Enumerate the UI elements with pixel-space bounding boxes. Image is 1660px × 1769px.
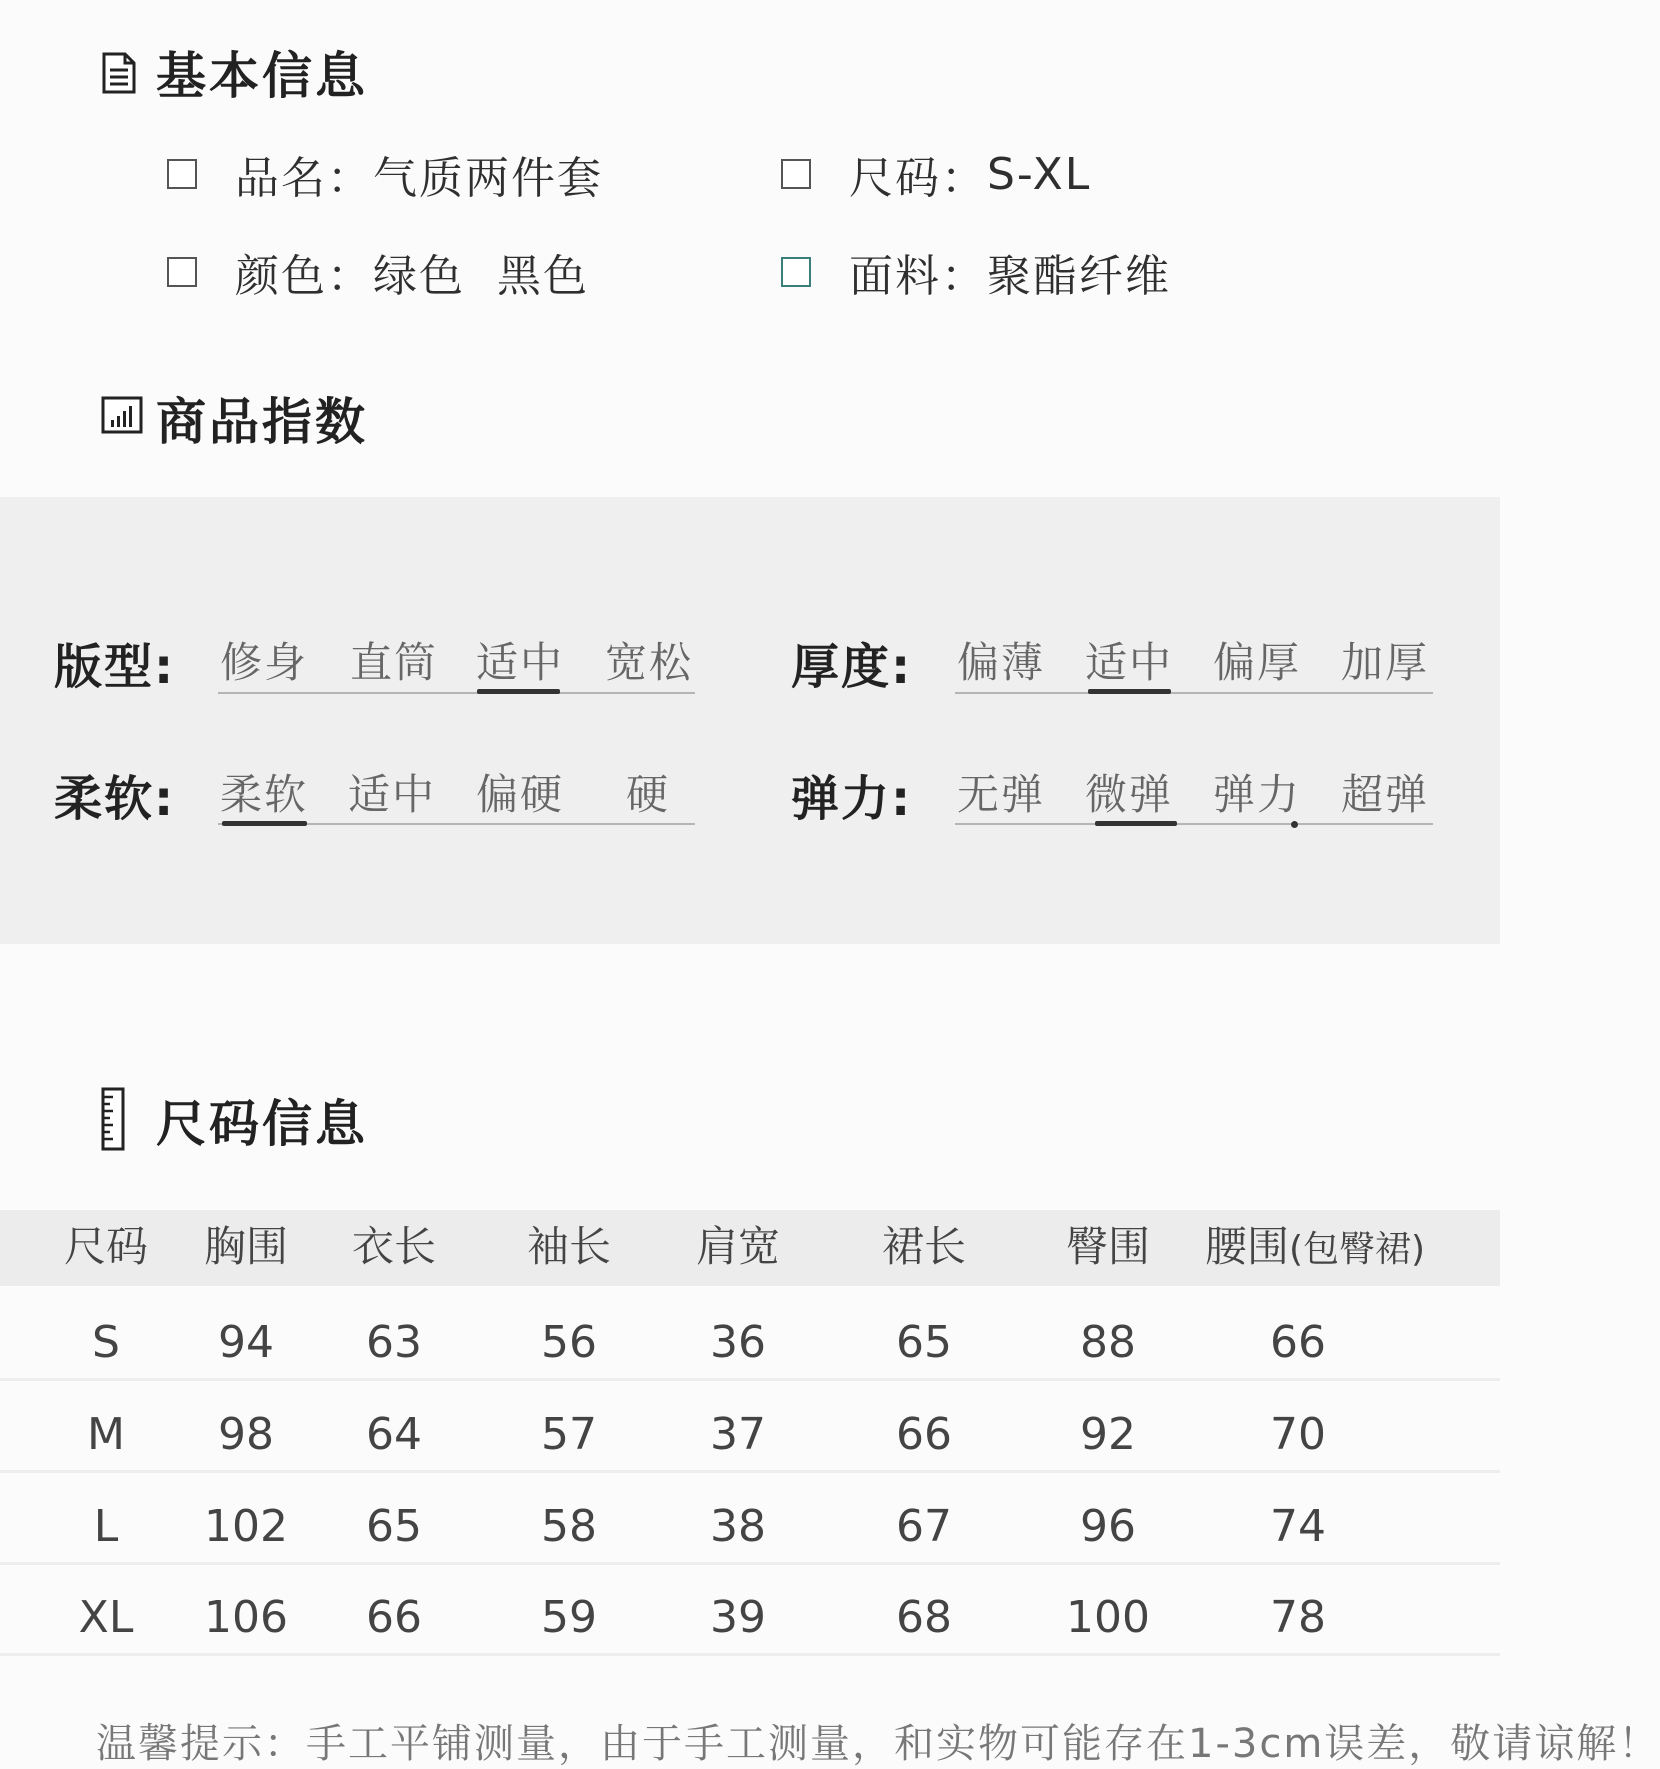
index-scale-line xyxy=(955,692,1433,694)
index-option: 偏薄 xyxy=(956,638,1045,687)
info-label: 品名： xyxy=(235,153,373,204)
info-value: 聚酯纤维 xyxy=(987,251,1171,302)
table-cell: 78 xyxy=(1270,1592,1326,1643)
table-header-cell: 衣长 xyxy=(351,1222,436,1271)
basic-info-title: 基本信息 xyxy=(156,47,368,105)
table-cell: 58 xyxy=(541,1501,597,1552)
table-cell: 63 xyxy=(366,1317,422,1368)
index-label-softness: 柔软: xyxy=(54,771,176,827)
index-option: 超弹 xyxy=(1340,770,1429,819)
info-item-name xyxy=(167,144,603,204)
table-cell-size: S xyxy=(92,1317,120,1368)
index-label-fit: 版型: xyxy=(54,639,176,695)
index-scale-line xyxy=(218,692,695,694)
table-header-cell: 裙长 xyxy=(881,1222,966,1271)
table-header-cell: 尺码 xyxy=(63,1222,148,1271)
table-cell: 66 xyxy=(896,1409,952,1460)
info-value: 气质两件套 xyxy=(373,153,603,204)
index-selected-marker xyxy=(1095,821,1177,826)
table-cell: 36 xyxy=(710,1317,766,1368)
index-option: 无弹 xyxy=(956,770,1045,819)
checkbox-icon xyxy=(781,159,811,189)
table-cell: 66 xyxy=(366,1592,422,1643)
info-item-color xyxy=(167,242,589,302)
info-value: 绿色 黑色 xyxy=(373,251,589,302)
table-cell: 70 xyxy=(1270,1409,1326,1460)
table-cell-size: M xyxy=(87,1409,125,1460)
info-label: 面料： xyxy=(849,251,987,302)
index-tick-dot xyxy=(1291,821,1298,828)
product-index-title: 商品指数 xyxy=(156,393,368,451)
ruler-icon xyxy=(101,1087,125,1155)
table-row-divider xyxy=(0,1470,1500,1473)
table-header-cell: 肩宽 xyxy=(695,1222,780,1271)
table-cell-size: L xyxy=(93,1501,119,1552)
table-cell: 65 xyxy=(366,1501,422,1552)
index-option: 偏硬 xyxy=(475,770,564,819)
chart-icon xyxy=(101,396,143,438)
table-row-divider xyxy=(0,1378,1500,1381)
table-cell: 68 xyxy=(896,1592,952,1643)
checkbox-icon xyxy=(167,257,197,287)
table-row-divider xyxy=(0,1653,1500,1656)
index-option: 适中 xyxy=(347,770,436,819)
info-item-size xyxy=(781,144,1091,204)
index-label-elasticity: 弹力: xyxy=(791,771,913,827)
document-icon xyxy=(101,52,137,98)
footnote: 温馨提示：手工平铺测量，由于手工测量，和实物可能存在1-3cm误差，敬请谅解！ xyxy=(96,1721,1660,1767)
table-header-cell: 袖长 xyxy=(526,1222,611,1271)
table-cell: 98 xyxy=(218,1409,274,1460)
index-option: 直筒 xyxy=(349,638,438,687)
table-cell: 56 xyxy=(541,1317,597,1368)
table-cell: 64 xyxy=(366,1409,422,1460)
table-cell: 67 xyxy=(896,1501,952,1552)
index-option: 修身 xyxy=(219,638,308,687)
table-cell: 88 xyxy=(1080,1317,1136,1368)
table-cell: 106 xyxy=(204,1592,288,1643)
index-option: 加厚 xyxy=(1340,638,1429,687)
info-label: 颜色： xyxy=(235,251,373,302)
info-value: S-XL xyxy=(987,148,1092,200)
index-option: 偏厚 xyxy=(1212,638,1301,687)
table-cell: 57 xyxy=(541,1409,597,1460)
index-selected-marker xyxy=(1088,689,1171,694)
index-option: 柔软 xyxy=(219,770,308,819)
index-option: 适中 xyxy=(1084,638,1173,687)
table-cell: 92 xyxy=(1080,1409,1136,1460)
index-option: 弹力 xyxy=(1212,770,1301,819)
info-item-fabric xyxy=(781,242,1171,302)
index-option: 硬 xyxy=(625,770,670,819)
table-header-waist-note: (包臀裙) xyxy=(1289,1229,1426,1270)
size-info-title: 尺码信息 xyxy=(156,1095,368,1153)
table-cell: 59 xyxy=(541,1592,597,1643)
checkbox-icon xyxy=(781,257,811,287)
index-selected-marker xyxy=(477,689,560,694)
index-label-thickness: 厚度: xyxy=(791,639,913,695)
index-selected-marker xyxy=(222,821,307,826)
table-row-divider xyxy=(0,1562,1500,1565)
table-cell-size: XL xyxy=(78,1592,134,1643)
product-index-panel xyxy=(0,497,1500,944)
table-cell: 65 xyxy=(896,1317,952,1368)
table-cell: 39 xyxy=(710,1592,766,1643)
table-cell: 37 xyxy=(710,1409,766,1460)
index-option: 微弹 xyxy=(1084,770,1173,819)
table-cell: 94 xyxy=(218,1317,274,1368)
table-cell: 74 xyxy=(1270,1501,1326,1552)
table-header-cell xyxy=(1205,1214,1480,1274)
info-label: 尺码： xyxy=(849,153,987,204)
table-header-cell: 臀围 xyxy=(1065,1222,1150,1271)
index-scale-line xyxy=(955,823,1433,825)
table-cell: 102 xyxy=(204,1501,288,1552)
checkbox-icon xyxy=(167,159,197,189)
table-cell: 100 xyxy=(1066,1592,1150,1643)
index-option: 适中 xyxy=(475,638,564,687)
table-cell: 96 xyxy=(1080,1501,1136,1552)
table-header-cell: 胸围 xyxy=(203,1222,288,1271)
index-option: 宽松 xyxy=(604,638,693,687)
table-cell: 66 xyxy=(1270,1317,1326,1368)
table-cell: 38 xyxy=(710,1501,766,1552)
table-header-waist: 腰围 xyxy=(1205,1222,1290,1271)
